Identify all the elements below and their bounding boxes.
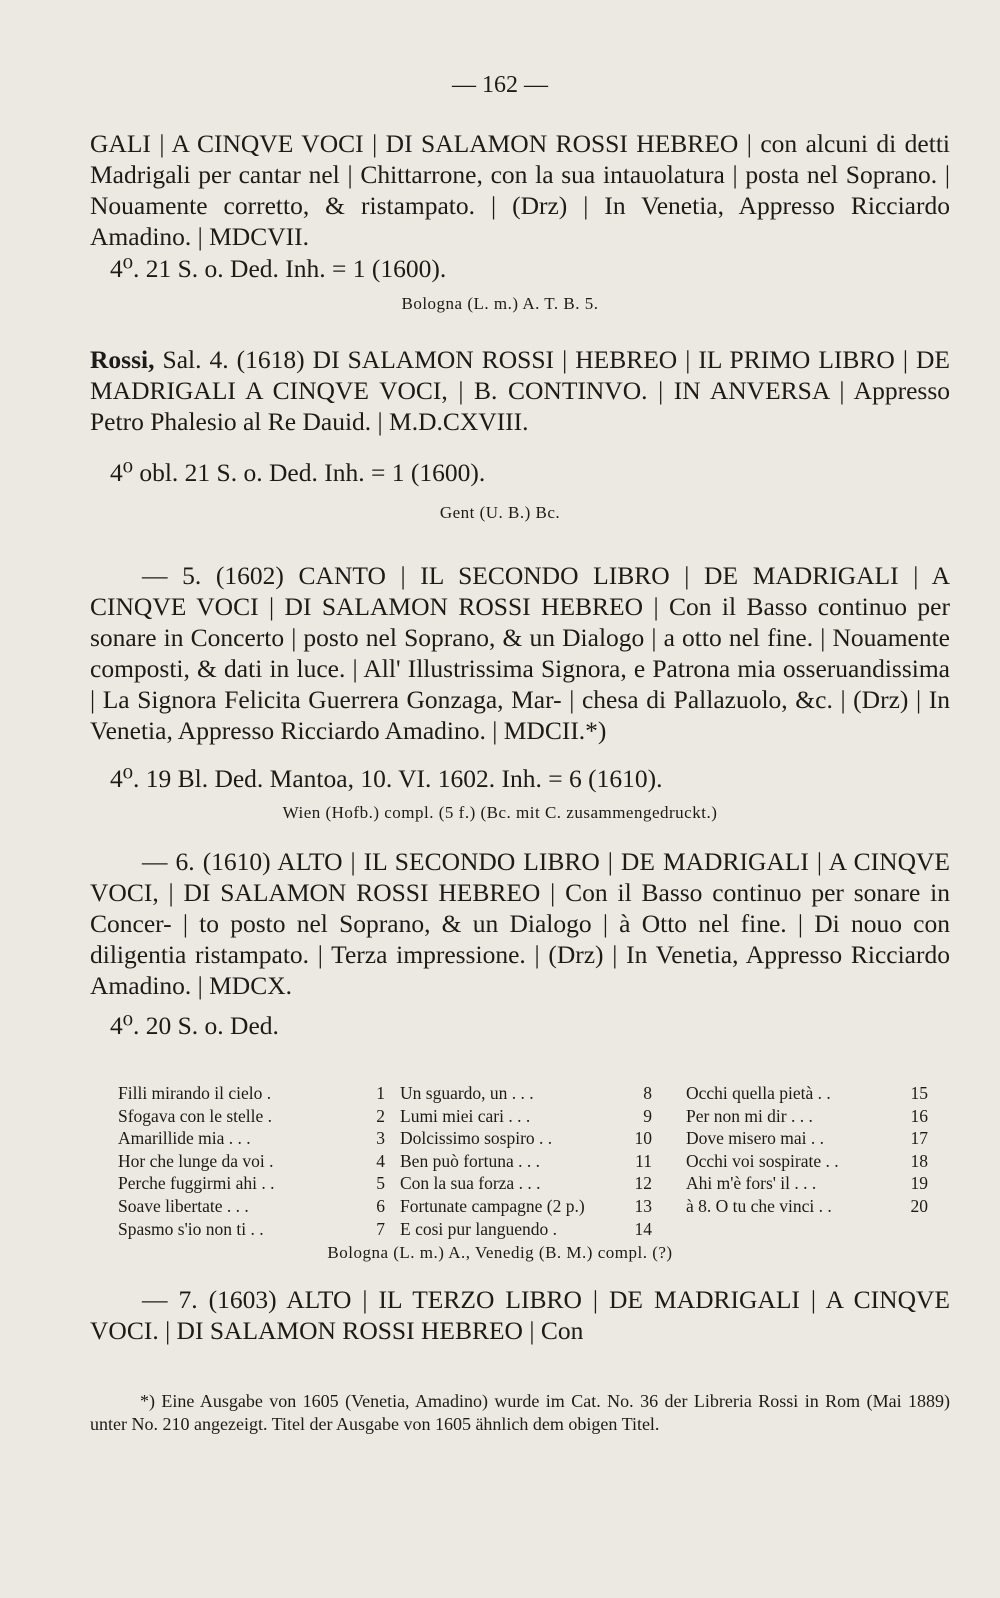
song-title: Con la sua forza . . . — [400, 1173, 541, 1194]
song-title: Occhi quella pietà . . — [686, 1083, 831, 1103]
song-number: 10 — [634, 1128, 652, 1149]
song-number: 5 — [376, 1173, 385, 1194]
song-title: Un sguardo, un . . . — [400, 1083, 534, 1103]
footnote — [90, 1390, 950, 1436]
entry-rossi-5: — 5. (1602) CANTO | IL SECONDO LIBRO | DE MADRIGALI | A CINQVE VOCI | DI SALAMON ROSSI HEBREO | Con il Basso continuo per sonare in Concerto | posto nel Soprano, & un Dialogo | a otto nel fine. | Nouamente composti, & dati in luce. | All' Illustrissima Signora, e Patrona mia osseruandissima | La Signora Felicita Guerrera Gonzaga, Mar- | chesa di Pallazuolo, &c. | (Drz) | In Venetia, Appresso Ricciardo Amadino. | MDCII.*) — [90, 561, 950, 745]
song-number: 20 — [910, 1195, 928, 1216]
song-title: Dove misero mai . . — [686, 1128, 825, 1149]
footnote-text: *) Eine Ausgabe von 1605 (Venetia, Amadino) wurde im Cat. No. 36 der Libreria Rossi in Rom (Mai 1889) unter No. 210 angezeigt. Titel der Ausgabe von 1605 ähnlich dem obigen Titel. — [90, 1391, 950, 1434]
song-title: Perche fuggirmi ahi . . — [118, 1173, 275, 1194]
contents-row — [118, 1195, 958, 1218]
entry-madrigali-1607: GALI | A CINQVE VOCI | DI SALAMON ROSSI HEBREO | con alcuni di detti Madrigali per cantar nel | Chittarrone, con la sua intauolatura | posta nel Soprano. | Nouamente corretto, & ristampato. | (Drz) | In Venetia, Appresso Ricciardo Amadino. | MDCVII. — [90, 129, 950, 251]
entry-meta: 4⁰ obl. 21 S. o. Ded. Inh. = 1 (1600). — [110, 458, 486, 487]
entry-text: Sal. 4. (1618) DI SALAMON ROSSI | HEBREO | IL PRIMO LIBRO | DE MADRIGALI A CINQVE VOCI, | B. CONTINVO. | IN ANVERSA | Appresso Petro Phalesio al Re Dauid. | M.D.CXVIII. — [90, 345, 950, 436]
song-title: à 8. O tu che vinci . . — [686, 1195, 832, 1216]
contents-row — [118, 1218, 958, 1241]
song-title: Ahi m'è fors' il . . . — [686, 1173, 817, 1194]
entry-rossi-4 — [90, 344, 950, 437]
song-number: 17 — [910, 1128, 928, 1149]
song-title: Sfogava con le stelle . — [118, 1105, 273, 1126]
song-number: 8 — [643, 1083, 652, 1103]
song-number: 12 — [634, 1173, 652, 1194]
song-title: Dolcissimo sospiro . . — [400, 1128, 553, 1149]
song-number: 14 — [634, 1218, 652, 1239]
song-number: 19 — [910, 1173, 928, 1194]
song-number: 3 — [376, 1128, 385, 1149]
song-number: 18 — [910, 1150, 928, 1171]
song-title: Amarillide mia . . . — [118, 1128, 251, 1149]
song-title: Spasmo s'io non ti . . — [118, 1218, 264, 1239]
contents-row — [118, 1105, 958, 1128]
song-title: Soave libertate . . . — [118, 1195, 249, 1216]
page-number: — 162 — — [452, 72, 548, 98]
song-number: 1 — [376, 1083, 385, 1103]
song-number: 15 — [910, 1083, 928, 1103]
song-number: 7 — [376, 1218, 385, 1239]
song-title: Filli mirando il cielo . — [118, 1083, 272, 1103]
entry-rossi-7: — 7. (1603) ALTO | IL TERZO LIBRO | DE MADRIGALI | A CINQVE VOCI. | DI SALAMON ROSSI HEBREO | Con — [90, 1285, 950, 1345]
entry-rossi-6: — 6. (1610) ALTO | IL SECONDO LIBRO | DE MADRIGALI | A CINQVE VOCI, | DI SALAMON ROSSI HEBREO | Con il Basso continuo per sonare in Concer- | to posto nel Soprano, & un Dialogo | à Otto nel fine. | Di nouo con diligentia ristampato. | Terza impressione. | (Drz) | In Venetia, Appresso Ricciardo Amadino. | MDCX. — [90, 847, 950, 1000]
song-title: Lumi miei cari . . . — [400, 1105, 531, 1126]
library-location: Bologna (L. m.) A. T. B. 5. — [401, 294, 599, 313]
author-name: Rossi, — [90, 345, 155, 374]
contents-row — [118, 1082, 958, 1105]
song-title: Ben può fortuna . . . — [400, 1150, 540, 1171]
contents-row — [118, 1127, 958, 1150]
song-number: 6 — [376, 1195, 385, 1216]
entry-meta: 4⁰. 19 Bl. Ded. Mantoa, 10. VI. 1602. Inh. = 6 (1610). — [110, 764, 663, 793]
song-number: 16 — [910, 1105, 928, 1126]
contents-table — [118, 1082, 958, 1240]
song-title: Occhi voi sospirate . . — [686, 1150, 839, 1171]
song-title: Per non mi dir . . . — [686, 1105, 813, 1126]
entry-meta: 4⁰. 20 S. o. Ded. — [110, 1011, 279, 1040]
library-location: Bologna (L. m.) A., Venedig (B. M.) compl. (?) — [327, 1243, 673, 1262]
library-location: Wien (Hofb.) compl. (5 f.) (Bc. mit C. zusammengedruckt.) — [282, 803, 718, 822]
contents-row — [118, 1150, 958, 1173]
song-number: 4 — [376, 1150, 385, 1171]
contents-row — [118, 1172, 958, 1195]
song-number: 13 — [634, 1195, 652, 1216]
song-title: Hor che lunge da voi . — [118, 1150, 274, 1171]
entry-meta: 4⁰. 21 S. o. Ded. Inh. = 1 (1600). — [110, 254, 447, 283]
song-title: E cosi pur languendo . — [400, 1218, 557, 1239]
song-title: Fortunate campagne (2 p.) — [400, 1195, 585, 1216]
song-number: 2 — [376, 1105, 385, 1126]
song-number: 9 — [643, 1105, 652, 1126]
library-location: Gent (U. B.) Bc. — [439, 503, 561, 522]
song-number: 11 — [635, 1150, 652, 1171]
